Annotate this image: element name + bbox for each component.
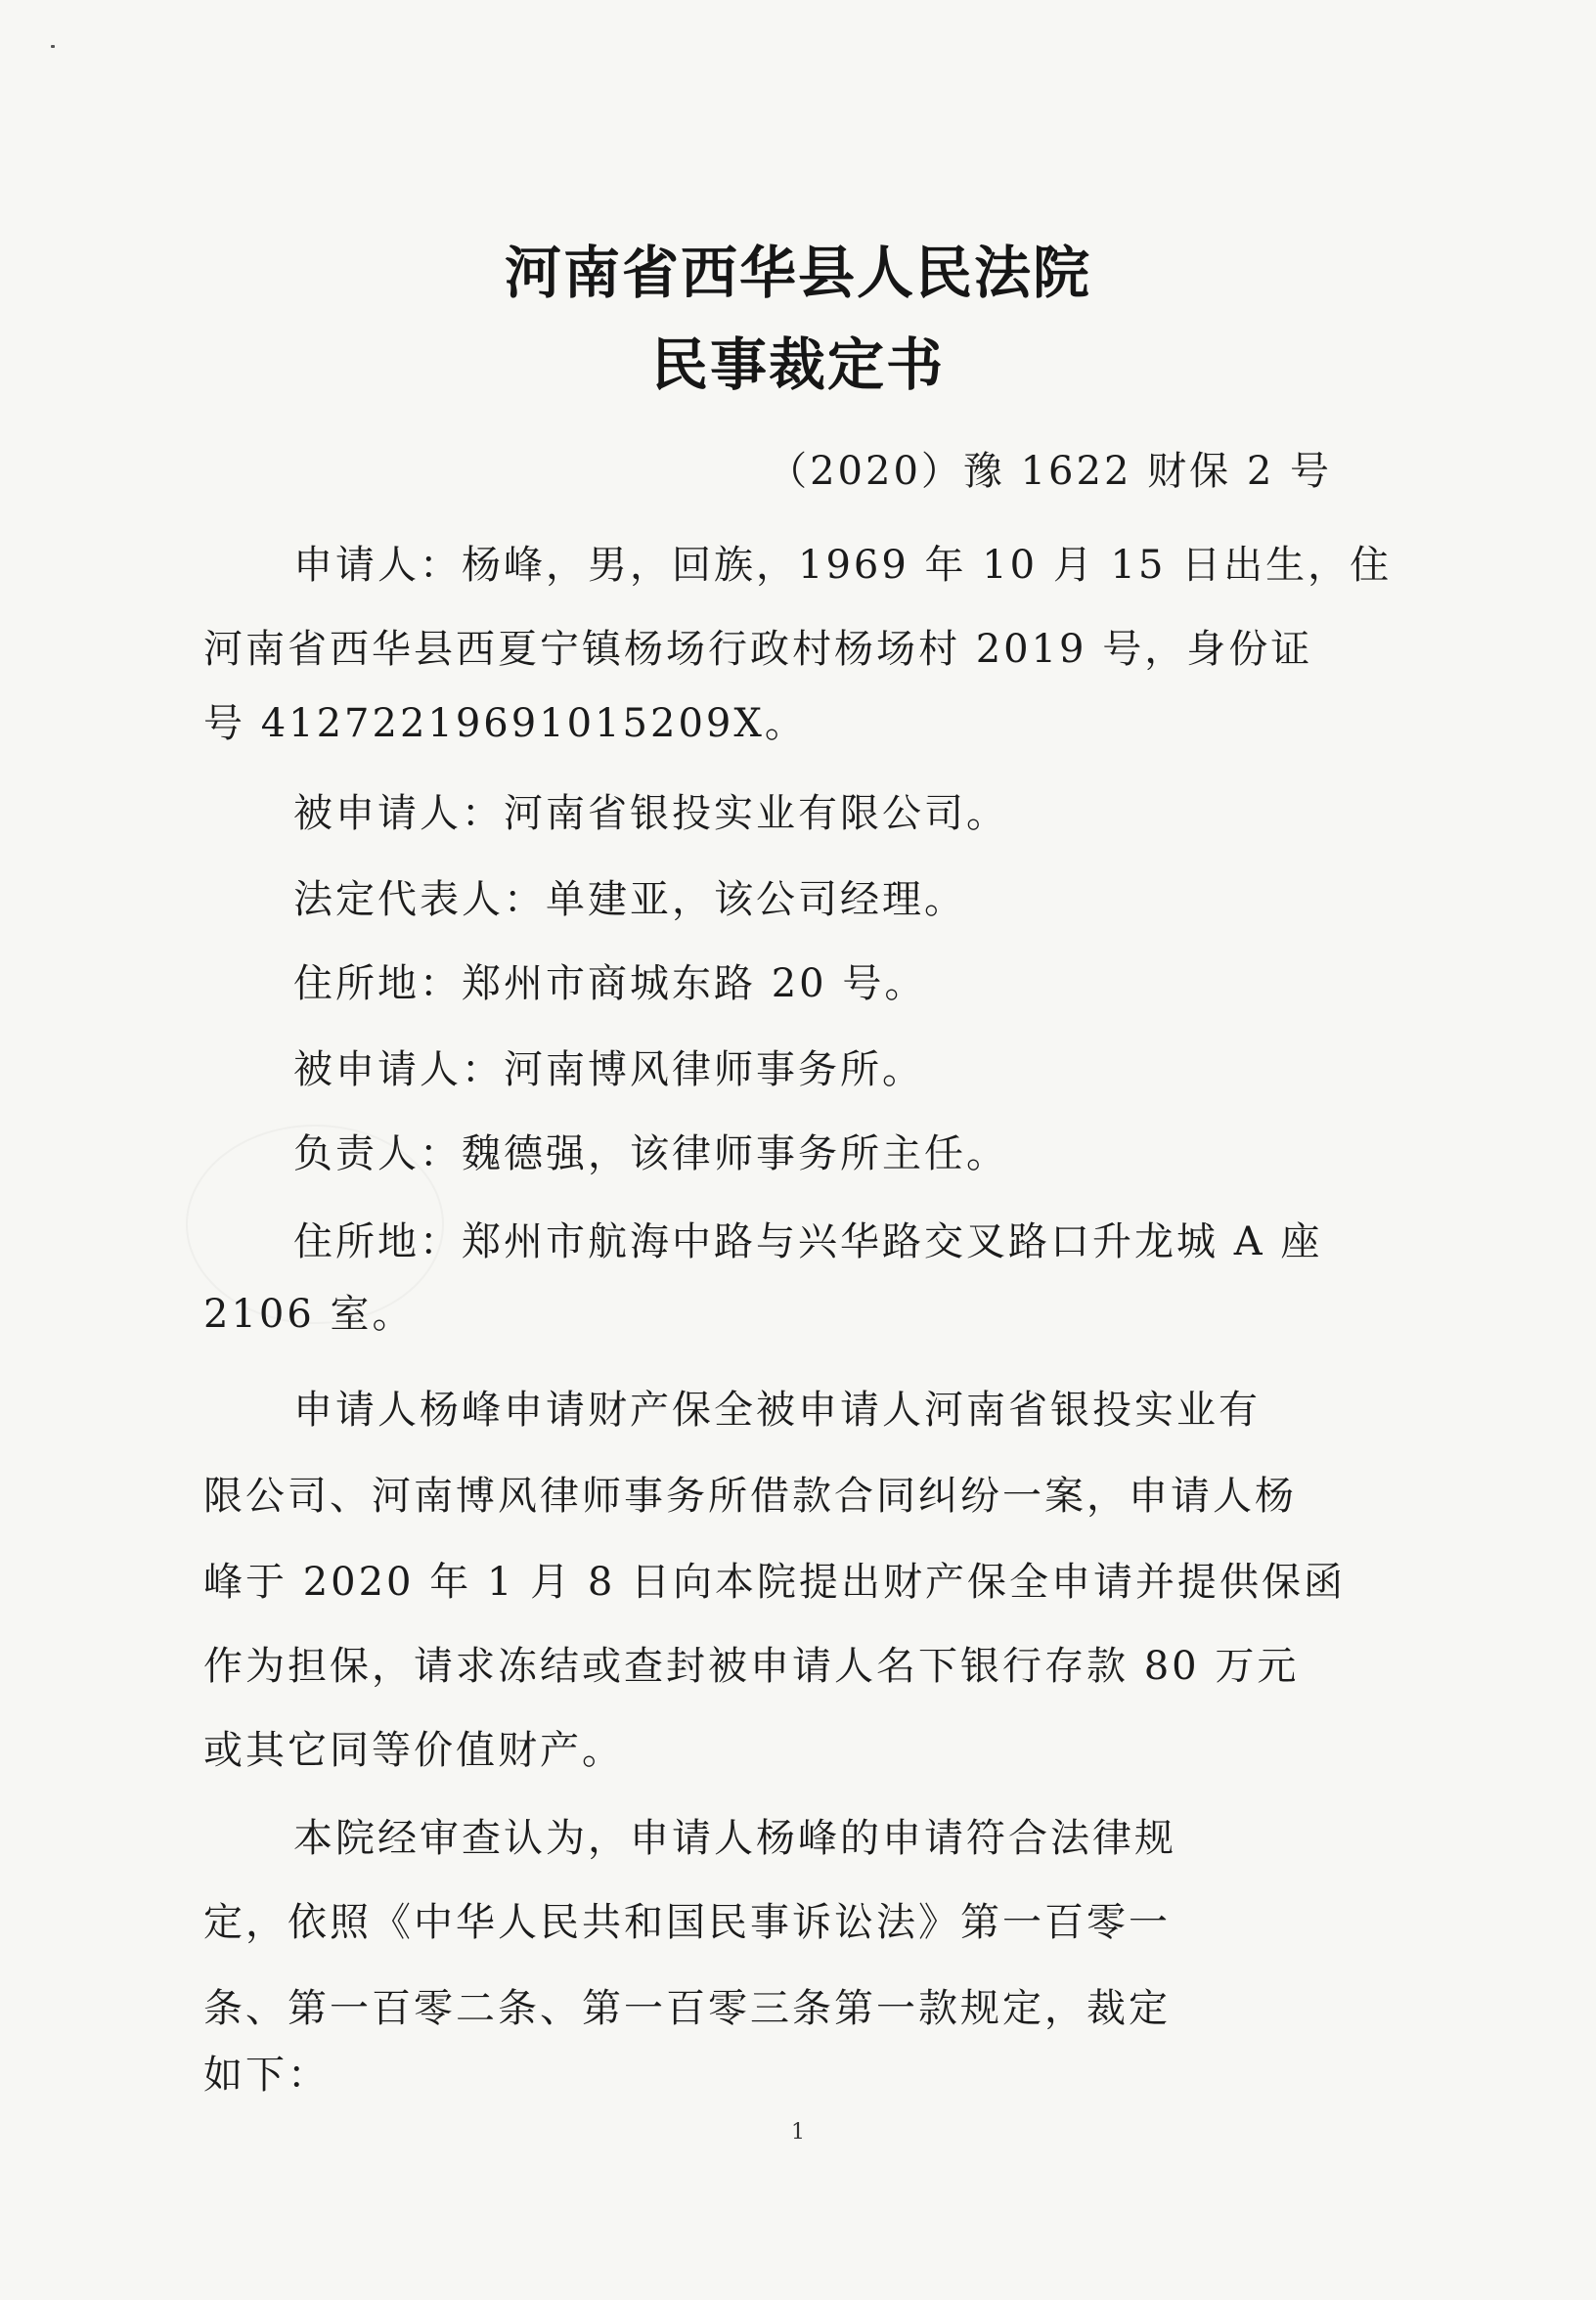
ruling-line-1: 本院经审查认为，申请人杨峰的申请符合法律规: [293, 1816, 1176, 1861]
facts-line-3: 峰于 2020 年 1 月 8 日向本院提出财产保全申请并提供保函: [203, 1560, 1346, 1605]
scan-speck: [51, 45, 55, 48]
respondent-1-line: 被申请人：河南省银投实业有限公司。: [293, 791, 1008, 836]
court-name-title: 河南省西华县人民法院: [504, 240, 1091, 306]
facts-line-4: 作为担保，请求冻结或查封被申请人名下银行存款 80 万元: [203, 1644, 1300, 1689]
applicant-line-3: 号 41272219691015209X。: [203, 701, 807, 746]
document-type-title: 民事裁定书: [650, 332, 945, 398]
responsible-person-line: 负责人：魏德强，该律师事务所主任。: [293, 1131, 1008, 1176]
ruling-line-2: 定，依照《中华人民共和国民事诉讼法》第一百零一: [203, 1900, 1171, 1945]
applicant-line-1: 申请人：杨峰，男，回族，1969 年 10 月 15 日出生，住: [293, 543, 1393, 588]
respondent-1-address-line: 住所地：郑州市商城东路 20 号。: [293, 961, 927, 1006]
respondent-2-line: 被申请人：河南博风律师事务所。: [293, 1047, 924, 1092]
applicant-line-2: 河南省西华县西夏宁镇杨场行政村杨场村 2019 号，身份证: [203, 627, 1313, 672]
respondent-2-address-line-1: 住所地：郑州市航海中路与兴华路交叉路口升龙城 A 座: [293, 1219, 1323, 1264]
facts-line-5: 或其它同等价值财产。: [203, 1728, 624, 1773]
legal-representative-line: 法定代表人：单建亚，该公司经理。: [293, 877, 966, 922]
page-number: 1: [791, 2120, 805, 2145]
facts-line-1: 申请人杨峰申请财产保全被申请人河南省银投实业有: [293, 1388, 1261, 1433]
facts-line-2: 限公司、河南博风律师事务所借款合同纠纷一案，申请人杨: [203, 1474, 1297, 1519]
respondent-2-address-line-2: 2106 室。: [203, 1292, 415, 1337]
ruling-line-4: 如下：: [203, 2053, 330, 2098]
ruling-line-3: 条、第一百零二条、第一百零三条第一款规定，裁定: [203, 1986, 1171, 2031]
case-number: （2020）豫 1622 财保 2 号: [768, 449, 1332, 494]
